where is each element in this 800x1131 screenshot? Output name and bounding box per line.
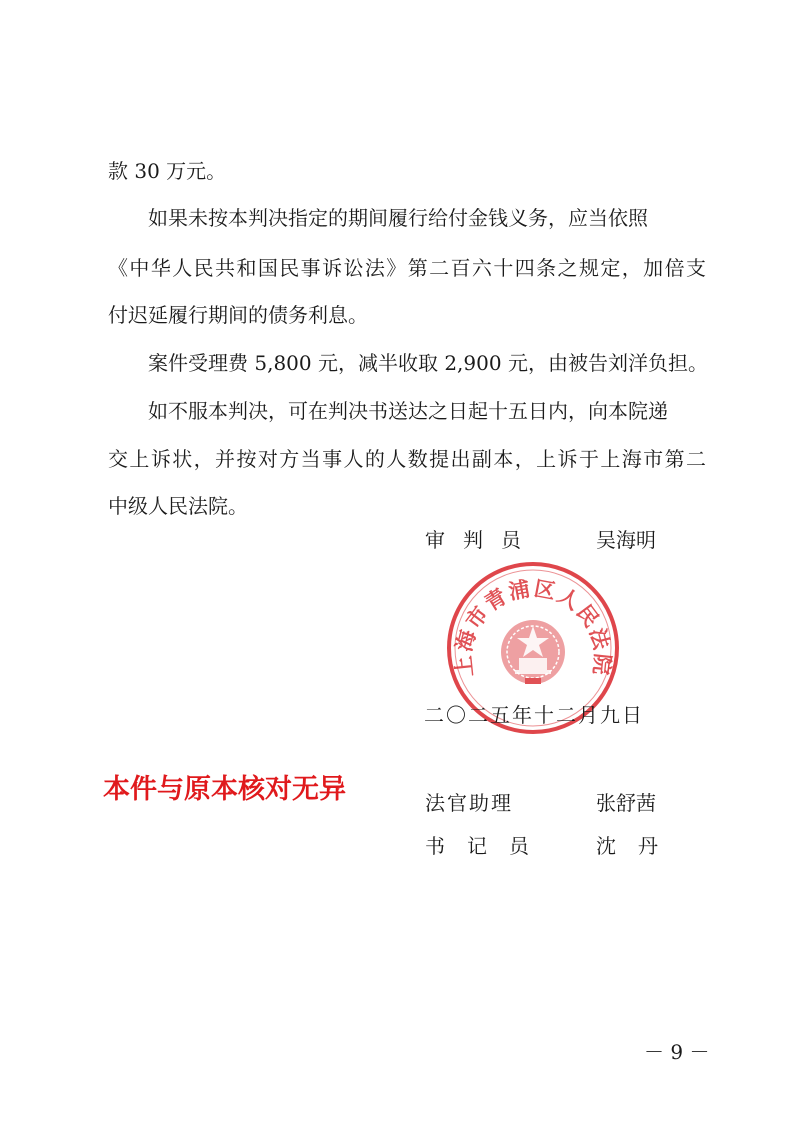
paragraph-line: 中级人民法院。: [108, 494, 248, 518]
assistant-title: 法官助理: [425, 791, 513, 815]
clerk-name: 沈丹: [596, 834, 680, 858]
assistant-name: 张舒茜: [596, 791, 656, 815]
paragraph-line: 案件受理费 5,800 元，减半收取 2,900 元，由被告刘洋负担。: [148, 351, 708, 375]
clerk-title: 书记员: [425, 834, 551, 858]
paragraph-line: 付迟延履行期间的债务利息。: [108, 303, 368, 327]
paragraph-line: 如不服本判决，可在判决书送达之日起十五日内，向本院递: [148, 399, 668, 423]
page-number: － 9 －: [644, 1040, 710, 1064]
certification-stamp: 本件与原本核对无异: [103, 774, 346, 805]
paragraph-line: 《中华人民共和国民事诉讼法》第二百六十四条之规定，加倍支: [108, 256, 706, 280]
judge-title: 审判员: [425, 528, 539, 552]
national-emblem: [501, 620, 565, 684]
judge-name: 吴海明: [596, 528, 656, 552]
paragraph-line: 如果未按本判决指定的期间履行给付金钱义务，应当依照: [148, 206, 648, 230]
seal-lettering: 上海市青浦区人民法院: [451, 576, 615, 678]
judgment-date: 二〇二五年十二月九日: [424, 703, 644, 727]
paragraph-line: 交上诉状，并按对方当事人的人数提出副本，上诉于上海市第二: [108, 447, 706, 471]
paragraph-line: 款 30 万元。: [108, 159, 227, 183]
